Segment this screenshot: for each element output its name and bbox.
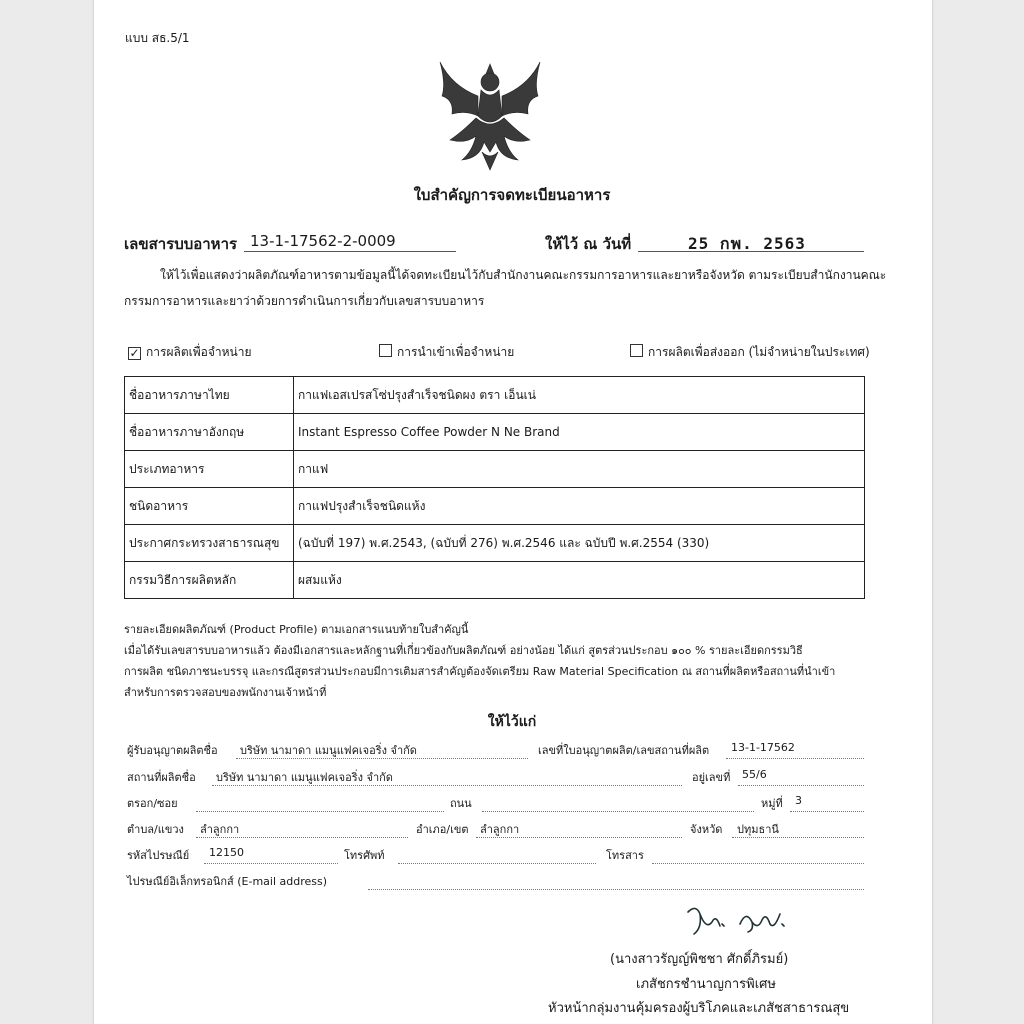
row-value: (ฉบับที่ 197) พ.ศ.2543, (ฉบับที่ 276) พ.ศ.2546 และ ฉบับปี พ.ศ.2554 (330) [294,525,865,562]
email-line [368,889,864,890]
phone-label: โทรศัพท์ [344,849,385,862]
row-value: กาแฟเอสเปรสโซ่ปรุงสำเร็จชนิดผง ตรา เอ็นเน่ [294,377,865,414]
alley-line [196,811,444,812]
given-to-heading: ให้ไว้แก่ [487,714,537,730]
reg-number-underline [244,251,456,252]
option-label: การผลิตเพื่อส่งออก (ไม่จำหน่ายในประเทศ) [648,345,870,359]
checkbox-import [379,344,392,357]
district-line [476,837,682,838]
reg-number-value: 13-1-17562-2-0009 [250,232,396,250]
licensee-line [236,758,528,759]
license-no-value: 13-1-17562 [731,741,795,754]
fax-label: โทรสาร [606,849,644,862]
intro-text-line1: ให้ไว้เพื่อแสดงว่าผลิตภัณฑ์อาหารตามข้อมูลนี้ได้จดทะเบียนไว้กับสำนักงานคณะกรรมการอาหารและยาหรือจังหวัด ตามระเบียบสำนักงานคณะ [160,268,887,282]
postcode-value: 12150 [209,846,244,859]
row-value: กาแฟ [294,451,865,488]
province-label: จังหวัด [690,823,723,836]
road-line [482,811,754,812]
fax-line [652,863,864,864]
province-line [732,837,864,838]
issued-date-underline [638,251,864,252]
table-row [125,377,865,414]
checkbox-domestic-production: ✓ [129,346,140,360]
postcode-label: รหัสไปรษณีย์ [127,849,190,862]
address-no-value: 55/6 [742,768,767,781]
profile-text-line2: เมื่อได้รับเลขสารบบอาหารแล้ว ต้องมีเอกสารและหลักฐานที่เกี่ยวข้องกับผลิตภัณฑ์ อย่างน้อย ได้แก่ สูตรส่วนประกอบ ๑๐๐ % รายละเอียดกรรมวิธี [124,644,803,657]
subdistrict-value: ลำลูกกา [200,823,240,836]
table-row [125,525,865,562]
signature-name: (นางสาวรัญญ์พิชชา ศักดิ์ภิรมย์) [610,952,789,967]
document-title: ใบสำคัญการจดทะเบียนอาหาร [413,186,611,204]
row-value: ผสมแห้ง [294,562,865,599]
row-label: ชื่ออาหารภาษาไทย [125,377,294,414]
table-row [125,488,865,525]
option-export [630,343,870,362]
handwritten-signature [682,900,792,944]
issued-date-value: 25 กพ. 2563 [688,234,806,253]
facility-value: บริษัท นามาดา แมนูแฟคเจอริ่ง จำกัด [216,771,393,784]
province-value: ปทุมธานี [737,823,779,836]
profile-text-line3: การผลิต ชนิดภาชนะบรรจุ และกรณีสูตรส่วนประกอบมีการเติมสารสำคัญต้องจัดเตรียม Raw Material Specification ณ สถานที่ผลิตหรือสถานที่นำเข้า [124,665,836,678]
intro-text-line2: กรรมการอาหารและยาว่าด้วยการดำเนินการเกี่ยวกับเลขสารบบอาหาร [124,294,485,308]
alley-label: ตรอก/ซอย [127,797,178,810]
district-value: ลำลูกกา [480,823,520,836]
signature-title-1: เภสัชกรชำนาญการพิเศษ [636,977,776,992]
postcode-line [204,863,338,864]
row-label: ประเภทอาหาร [125,451,294,488]
row-label: ชื่ออาหารภาษาอังกฤษ [125,414,294,451]
subdistrict-label: ตำบล/แขวง [127,823,184,836]
phone-line [398,863,596,864]
row-label: ชนิดอาหาร [125,488,294,525]
table-row [125,562,865,599]
option-import [379,343,514,362]
license-no-line [726,758,864,759]
subdistrict-line [196,837,408,838]
district-label: อำเภอ/เขต [416,823,469,836]
checkbox-export [630,344,643,357]
profile-text-line1: รายละเอียดผลิตภัณฑ์ (Product Profile) ตามเอกสารแนบท้ายใบสำคัญนี้ [124,623,469,636]
form-code: แบบ สธ.5/1 [125,31,190,45]
licensee-value: บริษัท นามาดา แมนูแฟคเจอริ่ง จำกัด [240,744,417,757]
row-value: กาแฟปรุงสำเร็จชนิดแห้ง [294,488,865,525]
garuda-emblem-icon [432,56,548,176]
row-value: Instant Espresso Coffee Powder N Ne Brand [294,414,865,451]
option-label: การผลิตเพื่อจำหน่าย [146,345,252,359]
facility-label: สถานที่ผลิตชื่อ [127,771,196,784]
moo-label: หมู่ที่ [761,797,783,810]
road-label: ถนน [450,797,472,810]
table-row [125,414,865,451]
email-label: ไปรษณีย์อิเล็กทรอนิกส์ (E-mail address) [127,875,328,888]
license-no-label: เลขที่ใบอนุญาตผลิต/เลขสถานที่ผลิต [538,744,710,757]
address-no-line [738,785,864,786]
issued-label: ให้ไว้ ณ วันที่ [545,235,632,253]
moo-value: 3 [795,794,802,807]
address-no-label: อยู่เลขที่ [692,771,731,784]
licensee-label: ผู้รับอนุญาตผลิตชื่อ [127,744,218,757]
row-label: ประกาศกระทรวงสาธารณสุข [125,525,294,562]
reg-number-label: เลขสารบบอาหาร [124,235,238,253]
moo-line [790,811,864,812]
option-label: การนำเข้าเพื่อจำหน่าย [397,345,515,359]
food-info-table [124,376,865,599]
profile-text-line4: สำหรับการตรวจสอบของพนักงานเจ้าหน้าที่ [124,686,327,699]
facility-line [212,785,682,786]
signature-title-2: หัวหน้ากลุ่มงานคุ้มครองผู้บริโภคและเภสัชสาธารณสุข [548,1001,850,1016]
table-row [125,451,865,488]
option-domestic-production [128,343,252,362]
row-label: กรรมวิธีการผลิตหลัก [125,562,294,599]
